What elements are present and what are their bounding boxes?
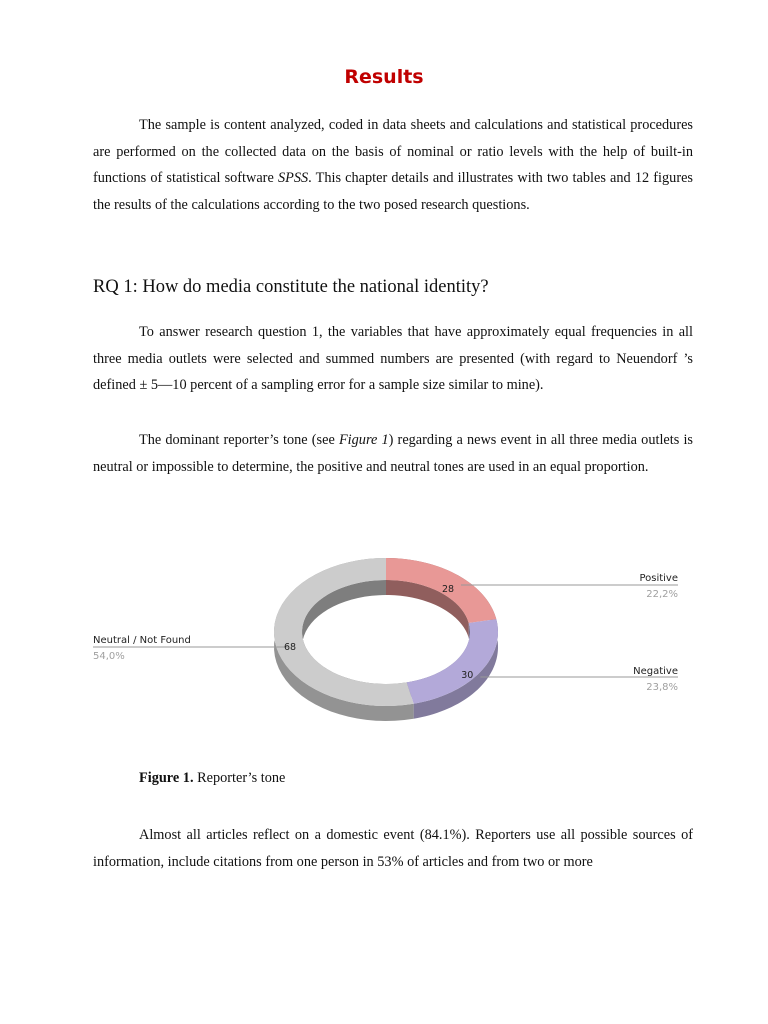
tone-text-2: ) regarding a news event in all three media outlets is neutral or impossible to determine, the positive and neutral tones are used in an equal proportion. bbox=[93, 432, 693, 475]
value-label-2: 68 bbox=[283, 642, 297, 653]
percent-label-0: 22,2% bbox=[646, 589, 678, 600]
page-title: Results bbox=[344, 66, 424, 88]
leader-lines bbox=[93, 585, 678, 677]
legend-label-1: Negative bbox=[633, 666, 678, 677]
tone-paragraph bbox=[93, 427, 693, 480]
figure-reference: Figure 1 bbox=[338, 432, 389, 448]
tone-text-1: The dominant reporter’s tone (see bbox=[139, 432, 339, 448]
intro-text-2: . This chapter details and illustrates with two tables and 12 figures the results of the calculations according to the two posed research questions. bbox=[93, 170, 693, 213]
rq1-heading: RQ 1: How do media constitute the national identity? bbox=[93, 277, 489, 297]
slice-1 bbox=[407, 619, 498, 704]
figure-label: Figure 1. bbox=[139, 770, 194, 786]
figure-caption bbox=[139, 770, 285, 787]
intro-text-1: The sample is content analyzed, coded in data sheets and calculations and statistical procedures are performed on the collected data on the basis of nominal or ratio levels with the help of built-in functions of statistical software bbox=[93, 117, 693, 186]
value-label-1: 30 bbox=[461, 670, 474, 681]
figure-caption-text: Reporter’s tone bbox=[193, 770, 286, 786]
legend-label-0: Positive bbox=[639, 573, 678, 584]
intro-paragraph bbox=[93, 112, 693, 218]
percent-label-2: 54,0% bbox=[93, 651, 125, 662]
percent-label-1: 23,8% bbox=[646, 682, 678, 693]
rq1-paragraph: To answer research question 1, the variables that have approximately equal frequencies in all three media outlets were selected and summed numbers are presented (with regard to Neuendorf ’s defined ± 5—10 percent of a sampling error for a sample size similar to mine). bbox=[93, 324, 693, 393]
spss-term: SPSS bbox=[277, 170, 309, 186]
sources-paragraph: Almost all articles reflect on a domestic event (84.1%). Reporters use all possible sources of information, include citations from one person in 53% of articles and from two or more bbox=[93, 827, 693, 870]
legend-label-2: Neutral / Not Found bbox=[93, 635, 191, 646]
value-label-0: 28 bbox=[441, 584, 455, 595]
reporter-tone-donut-chart bbox=[0, 550, 768, 750]
